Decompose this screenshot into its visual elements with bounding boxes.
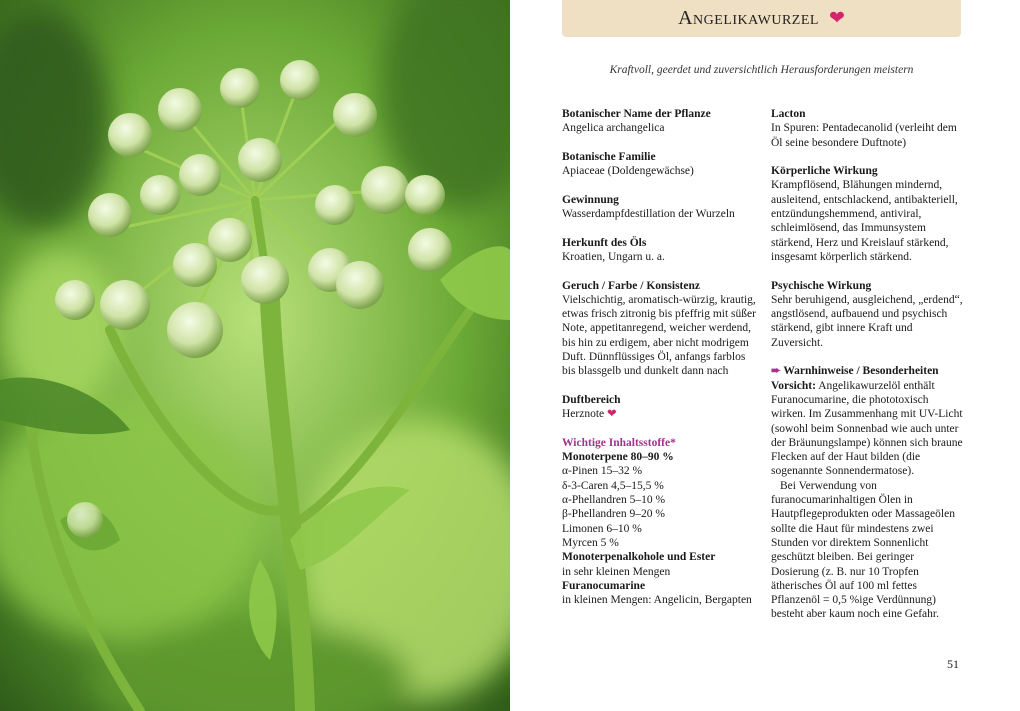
list-item: β-Phellandren 9–20 % <box>562 508 665 521</box>
section-text: Vielschichtig, aromatisch-würzig, krautig, etwas frisch zitronig bis pfeffrig mit süßer Note, appetitanregend, weicher werdend, bis hin zu erdigem, aber nicht modrigem Duft. Dünnflüssiges Öl, anfangs farblos bis blassgelb und dunkelt dann nach <box>562 293 756 378</box>
section-heading: Körperliche Wirkung <box>771 165 878 178</box>
smell-section <box>562 279 757 379</box>
heart-icon: ❤ <box>607 408 617 421</box>
ingredients-heading: Wichtige Inhaltsstoffe* <box>562 436 676 449</box>
page-title: Angelikawurzel <box>678 7 819 29</box>
section-text: In Spuren: Pentadecanolid (verleiht dem Öl seine besondere Duftnote) <box>771 122 957 149</box>
title-bar <box>562 0 961 37</box>
psychological-effect-section <box>771 279 963 350</box>
list-item: α-Phellandren 5–10 % <box>562 494 666 507</box>
section-text: Apiaceae (Doldengewächse) <box>562 165 694 178</box>
scent-section <box>562 393 757 422</box>
list-item: Limonen 6–10 % <box>562 522 642 535</box>
section-heading: Geruch / Farbe / Konsistenz <box>562 279 700 292</box>
right-column <box>771 107 963 622</box>
section-text: Sehr beruhigend, ausgleichend, „erdend“, angstlösend, aufbauend und psychisch stärkend, gibt innere Kraft und Zuversicht. <box>771 293 963 349</box>
ingredients-section <box>562 436 757 608</box>
page-number: 51 <box>947 657 959 671</box>
section-heading: Botanischer Name der Pflanze <box>562 108 711 120</box>
alcohols-text: in sehr kleinen Mengen <box>562 565 671 578</box>
list-item: α-Pinen 15–32 % <box>562 465 643 478</box>
warnings-section <box>771 364 963 621</box>
section-heading: Gewinnung <box>562 193 619 206</box>
warnings-text <box>771 379 963 479</box>
section-heading: Herkunft des Öls <box>562 236 647 249</box>
section-text: Angelica archangelica <box>562 122 665 135</box>
origin-section <box>562 236 757 265</box>
section-heading: Botanische Familie <box>562 150 656 163</box>
botanical-family-section <box>562 150 757 179</box>
lacton-section <box>771 107 963 150</box>
alcohols-heading: Monoterpenalkohole und Ester <box>562 551 716 564</box>
page-subtitle: Kraftvoll, geerdet und zuversichtlich Herausforderungen meistern <box>609 64 914 76</box>
section-heading: Lacton <box>771 108 806 120</box>
warnings-text-1: Angelikawurzelöl enthält Furanocumarine, die phototoxisch wirken. Im Zusammenhang mit UV-Licht (sowohl beim Sonnenbad wie auch unter der Bräunungslampe) können sich braune Flecken auf der Haut bilden (die sogenannte Sonnendermatose). <box>771 379 963 478</box>
section-text: Wasserdampfdestillation der Wurzeln <box>562 208 735 221</box>
production-section <box>562 193 757 222</box>
text-page <box>510 0 1020 711</box>
list-item: δ-3-Caren 4,5–15,5 % <box>562 479 664 492</box>
warnings-heading-line <box>771 364 963 378</box>
physical-effect-section <box>771 164 963 264</box>
warnings-text-2: Bei Verwendung von furanocumarinhaltigen Ölen in Hautpflegeprodukten oder Massageölen sollte die Haut für mindestens zwei Stunden vor direktem Sonnenlicht geschützt bleiben. Bei geringer Dosierung (z. B. nur 10 Tropfen ätherisches Öl auf 100 ml fettes Pflanzenöl = 0,5 %ige Verdünnung) besteht aber kaum noch eine Gefahr. <box>771 479 955 621</box>
caution-label: Vorsicht: <box>771 379 816 392</box>
warnings-heading: Warnhinweise / Besonderheiten <box>783 365 939 378</box>
section-heading: Psychische Wirkung <box>771 279 872 292</box>
section-text: Krampflösend, Blähungen mindernd, ausleitend, entschlackend, antibakteriell, entzündungshemmend, antiviral, schleimlösend, das Immunsystem stärkend, Herz und Kreislauf stärkend, insgesamt körperlich stärkend. <box>771 179 958 263</box>
botanical-name-section <box>562 107 757 136</box>
heart-icon: ❤ <box>828 8 845 29</box>
section-text: Kroatien, Ungarn u. a. <box>562 250 665 263</box>
section-text <box>562 407 757 421</box>
list-item: Myrcen 5 % <box>562 536 619 549</box>
arrow-right-icon: ➨ <box>771 365 781 378</box>
left-column <box>562 107 757 607</box>
section-heading: Duftbereich <box>562 393 621 406</box>
scent-value: Herznote <box>562 408 605 421</box>
monoterpenes-heading: Monoterpene 80–90 % <box>562 451 674 464</box>
furanocoumarins-heading: Furanocumarine <box>562 579 646 592</box>
furanocoumarins-text: in kleinen Mengen: Angelicin, Bergapten <box>562 594 752 607</box>
